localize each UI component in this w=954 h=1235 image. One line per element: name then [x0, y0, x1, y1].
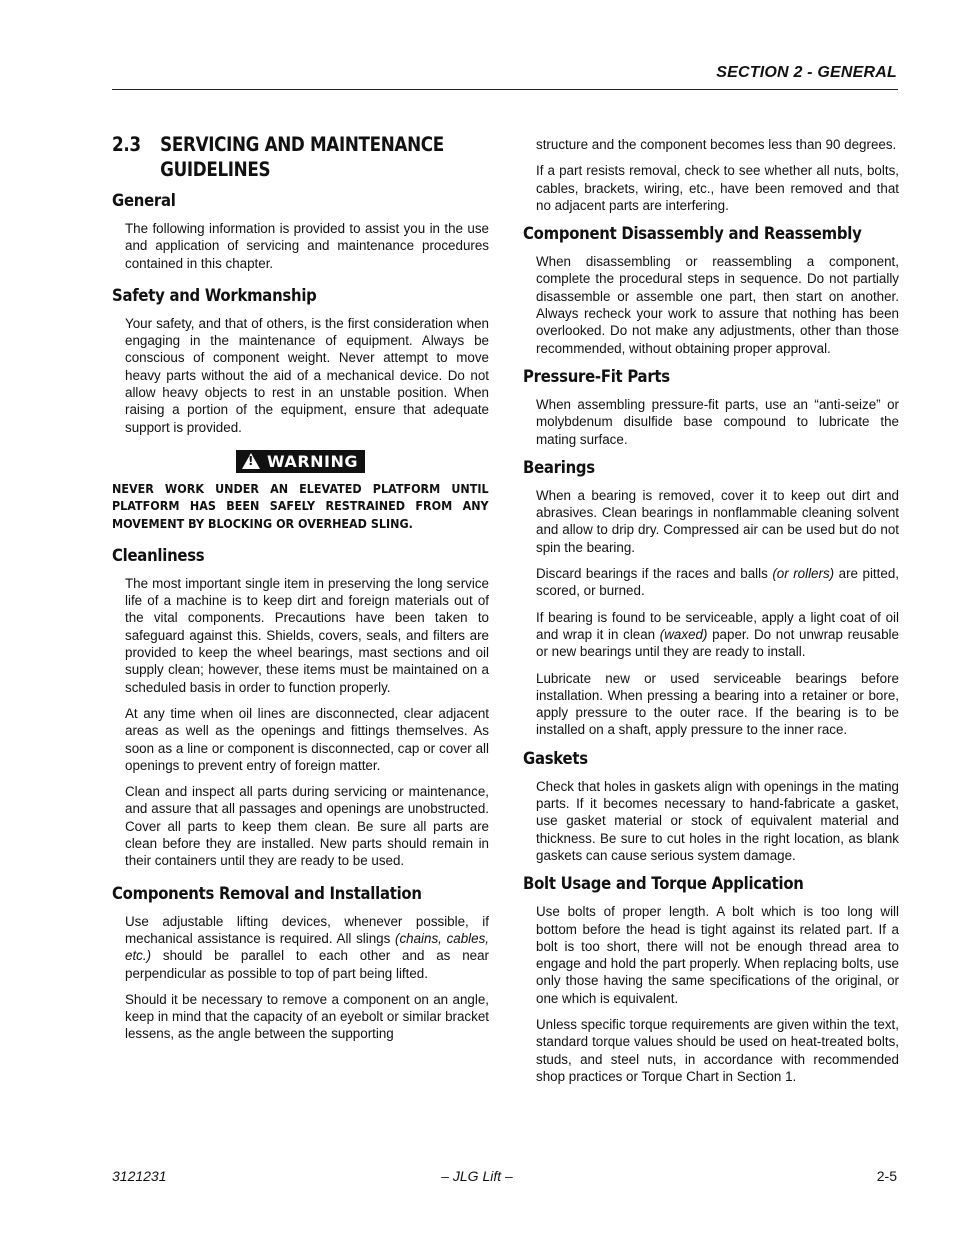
section-title-line1: SERVICING AND MAINTENANCE	[160, 133, 444, 156]
removal-heading: Components Removal and Installation	[112, 883, 422, 904]
footer-center-text: – JLG Lift –	[441, 1168, 513, 1184]
cleanliness-heading: Cleanliness	[112, 545, 205, 566]
safety-paragraph: Your safety, and that of others, is the first consideration when engaging in the maintenance of equipment. Always be conscious of component weight. Never attempt to move heavy parts without the aid of a mechanical device. Do not allow heavy objects to rest in an unstable position. When raising a portion of the equipment, ensure that adequate support is provided.	[125, 315, 489, 435]
footer-doc-number: 3121231	[112, 1168, 167, 1184]
general-heading: General	[112, 191, 176, 211]
right-column	[523, 136, 899, 1094]
bolt-usage-heading: Bolt Usage and Torque Application	[523, 874, 804, 895]
gaskets-heading: Gaskets	[523, 748, 588, 769]
removal-continued-paragraph-1: structure and the component becomes less than 90 degrees.	[536, 137, 897, 152]
pressure-fit-heading: Pressure-Fit Parts	[523, 366, 670, 387]
left-column	[112, 132, 489, 1052]
warning-badge	[236, 450, 365, 473]
removal-paragraph-2: Should it be necessary to remove a component on an angle, keep in mind that the capacity of an eyebolt or similar bracket lessens, as the angle between the supporting	[125, 991, 489, 1042]
gaskets-paragraph: Check that holes in gaskets align with openings in the mating parts. If it becomes necessary to hand-fabricate a gasket, use gasket material or stock of equivalent material and thickness. Be sure to cut holes in the right location, as blank gaskets can cause serious system damage.	[536, 778, 899, 863]
safety-heading: Safety and Workmanship	[112, 285, 317, 306]
bearings-heading: Bearings	[523, 457, 595, 478]
cleanliness-paragraph-3: Clean and inspect all parts during servicing or maintenance, and assure that all passages and openings are unobstructed. Cover all parts to keep them clean. Be sure all parts are clean before they are installed. New parts should remain in their containers until they are ready to be used.	[125, 784, 489, 869]
section-title-line2: GUIDELINES	[160, 158, 271, 181]
header-divider	[112, 89, 898, 90]
warning-icon	[242, 453, 260, 469]
bolt-usage-paragraph-1: Use bolts of proper length. A bolt which is too long will bottom before the head is tight against its related part. If a bolt is too short, there will not be enough thread area to engage and hold the part properly. When replacing bolts, use only those having the same specifications of the original, or one which is equivalent.	[536, 904, 899, 1006]
warning-text: NEVER WORK UNDER AN ELEVATED PLATFORM UNTIL PLATFORM HAS BEEN SAFELY RESTRAINED FROM ANY MOVEMENT BY BLOCKING OR OVERHEAD SLING.	[112, 481, 489, 531]
disassembly-heading: Component Disassembly and Reassembly	[523, 224, 862, 245]
bearings-paragraph-3: If bearing is found to be serviceable, apply a light coat of oil and wrap it in clean (waxed) paper. Do not unwrap reusable or new bearings until they are ready to install.	[536, 609, 899, 660]
pressure-fit-paragraph: When assembling pressure-fit parts, use an “anti-seize” or molybdenum disulfide base compound to lubricate the mating surface.	[536, 396, 899, 447]
section-number: 2.3	[112, 133, 141, 156]
disassembly-paragraph: When disassembling or reassembling a component, complete the procedural steps in sequence. Do not partially disassemble or assemble one part, then start on another. Always recheck your work to assure that nothing has been overlooked. Do not make any adjustments, other than those recommended, without obtaining proper approval.	[536, 254, 899, 356]
bearings-paragraph-1: When a bearing is removed, cover it to keep out dirt and abrasives. Clean bearings in nonflammable cleaning solvent and allow to drip dry. Compressed air can be used but do not spin the bearing.	[536, 487, 899, 555]
bolt-usage-paragraph-2: Unless specific torque requirements are given within the text, standard torque values should be used on heat-treated bolts, studs, and steel nuts, in accordance with recommended shop practices or Torque Chart in Section 1.	[536, 1016, 899, 1084]
section-heading	[112, 132, 490, 182]
general-paragraph: The following information is provided to assist you in the use and application of servicing and maintenance procedures contained in this chapter.	[125, 221, 489, 271]
footer-page-number: 2-5	[876, 1168, 897, 1184]
warning-label: WARNING	[267, 451, 358, 471]
removal-paragraph-1: Use adjustable lifting devices, whenever possible, if mechanical assistance is required. All slings (chains, cables, etc.) should be parallel to each other and as near perpendicular as possible to top of part being lifted.	[125, 913, 489, 981]
removal-continued-paragraph-2: If a part resists removal, check to see whether all nuts, bolts, cables, brackets, wiring, etc., have been removed and that no adjacent parts are interfering.	[536, 163, 899, 213]
section-header-title: SECTION 2 - GENERAL	[716, 64, 897, 81]
warning-banner	[112, 450, 489, 473]
cleanliness-paragraph-2: At any time when oil lines are disconnected, clear adjacent areas as well as the openings and fittings themselves. As soon as a line or component is disconnected, cap or cover all openings to prevent entry of foreign matter.	[125, 705, 489, 773]
bearings-paragraph-2: Discard bearings if the races and balls (or rollers) are pitted, scored, or burned.	[536, 566, 899, 599]
bearings-paragraph-4: Lubricate new or used serviceable bearings before installation. When pressing a bearing into a retainer or bore, apply pressure to the outer race. If the bearing is to be installed on a shaft, apply pressure to the inner race.	[536, 670, 899, 738]
cleanliness-paragraph-1: The most important single item in preserving the long service life of a machine is to keep dirt and foreign materials out of the vital components. Precautions have been taken to safeguard against this. Shields, covers, seals, and filters are provided to keep the wheel bearings, mast sections and oil supply clean; however, these items must be maintained on a scheduled basis in order to function properly.	[125, 575, 489, 695]
